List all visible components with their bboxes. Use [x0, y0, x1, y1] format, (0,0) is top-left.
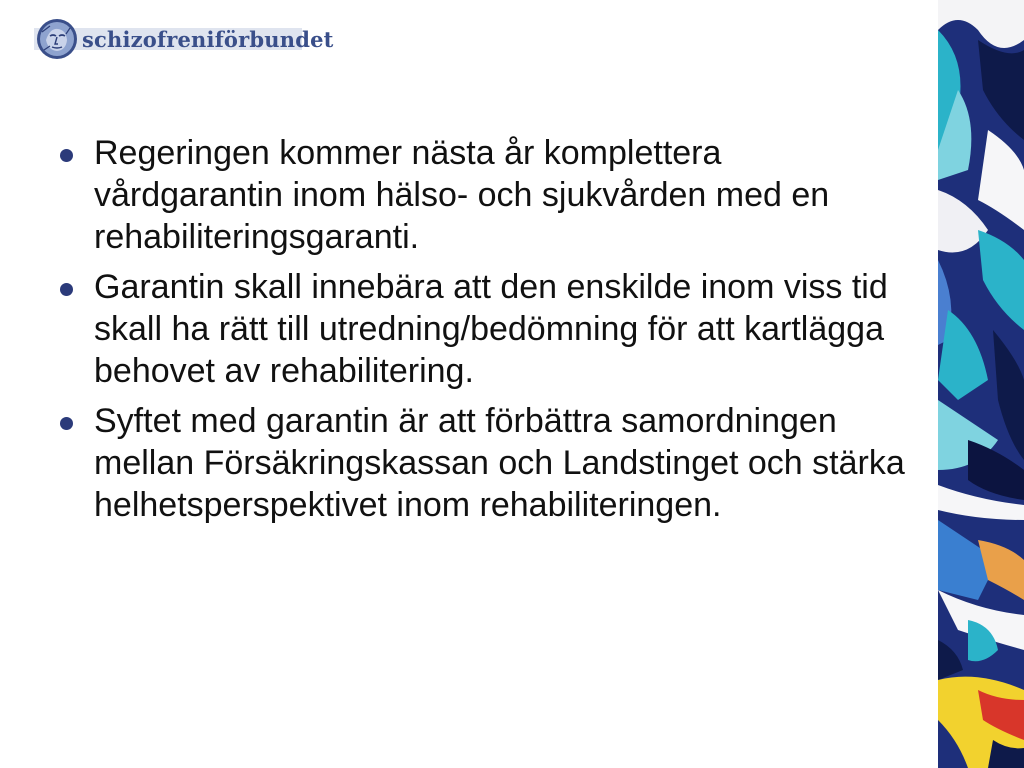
bullet-text: Garantin skall innebära att den enskilde inom viss tid skall ha rätt till utredning/bedömning för att kartlägga behovet av rehabilitering. — [94, 268, 888, 390]
painting-strip — [938, 0, 1024, 768]
bullet-dot-icon — [60, 417, 73, 430]
bullet-text: Syftet med garantin är att förbättra samordningen mellan Försäkringskassan och Landstinget och stärka helhetsperspektivet inom rehabiliteringen. — [94, 402, 905, 524]
bullet-item[interactable] — [58, 400, 918, 526]
bullet-item[interactable] — [58, 132, 918, 258]
bullet-item[interactable] — [58, 266, 918, 392]
bullet-dot-icon — [60, 149, 73, 162]
logo — [36, 16, 334, 62]
bullet-dot-icon — [60, 283, 73, 296]
logo-wordmark: schizofreniförbundet — [82, 26, 334, 52]
face-emblem-icon — [36, 18, 78, 60]
bullet-list — [58, 132, 918, 534]
bullet-text: Regeringen kommer nästa år komplettera vårdgarantin inom hälso- och sjukvården med en rehabiliteringsgaranti. — [94, 134, 830, 256]
